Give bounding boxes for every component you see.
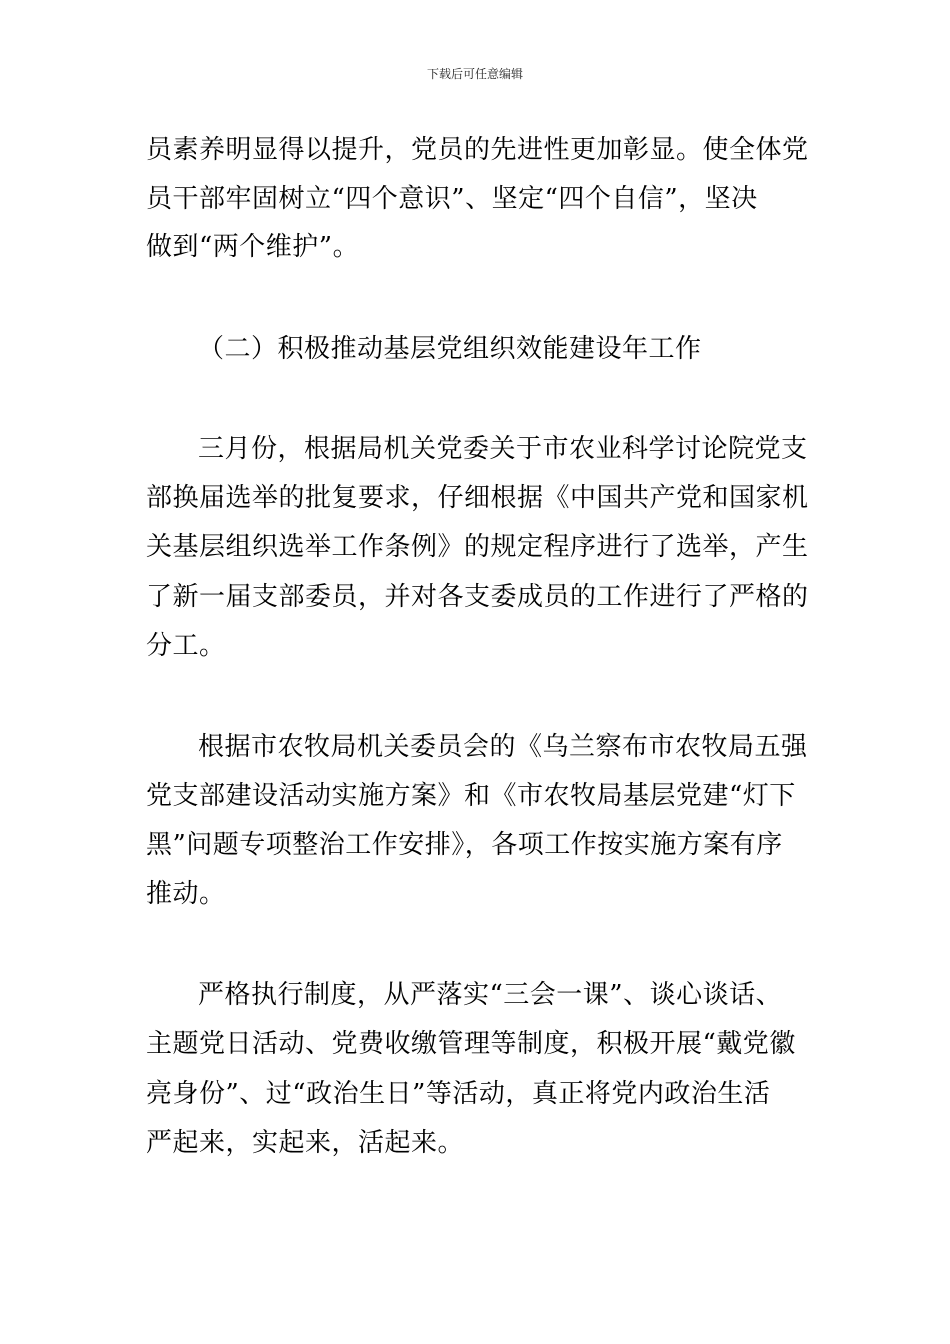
- text-line: 部换届选举的批复要求，仔细根据《中国共产党和国家机: [146, 483, 809, 513]
- text-line: 党支部建设活动实施方案》和《市农牧局基层党建“灯下: [146, 781, 796, 811]
- text-line: 主题党日活动、党费收缴管理等制度，积极开展“戴党徽: [146, 1029, 796, 1059]
- text-line: 关基层组织选举工作条例》的规定程序进行了选举，产生: [146, 532, 809, 562]
- text-line: 推动。: [146, 879, 226, 909]
- text-line: 做到“两个维护”。: [146, 232, 360, 262]
- text-line: 员素养明显得以提升，党员的先进性更加彰显。使全体党: [146, 135, 809, 165]
- text-line: 严起来，实起来，活起来。: [146, 1128, 465, 1158]
- text-line: 三月份，根据局机关党委关于市农业科学讨论院党支: [198, 434, 808, 464]
- text-line: 亮身份”、过“政治生日”等活动，真正将党内政治生活: [146, 1079, 771, 1109]
- text-line: 严格执行制度，从严落实“三会一课”、谈心谈话、: [198, 980, 783, 1010]
- text-line: 分工。: [146, 631, 226, 661]
- text-line: 了新一届支部委员，并对各支委成员的工作进行了严格的: [146, 582, 809, 612]
- page-header-note: 下载后可任意编辑: [426, 67, 523, 81]
- section-heading-text: （二）积极推动基层党组织效能建设年工作: [198, 334, 702, 364]
- text-line: 员干部牢固树立“四个意识”、坚定“四个自信”，坚决: [146, 184, 758, 214]
- text-line: 黑”问题专项整治工作安排》，各项工作按实施方案有序: [146, 830, 783, 860]
- text-line: 根据市农牧局机关委员会的《乌兰察布市农牧局五强: [198, 732, 808, 762]
